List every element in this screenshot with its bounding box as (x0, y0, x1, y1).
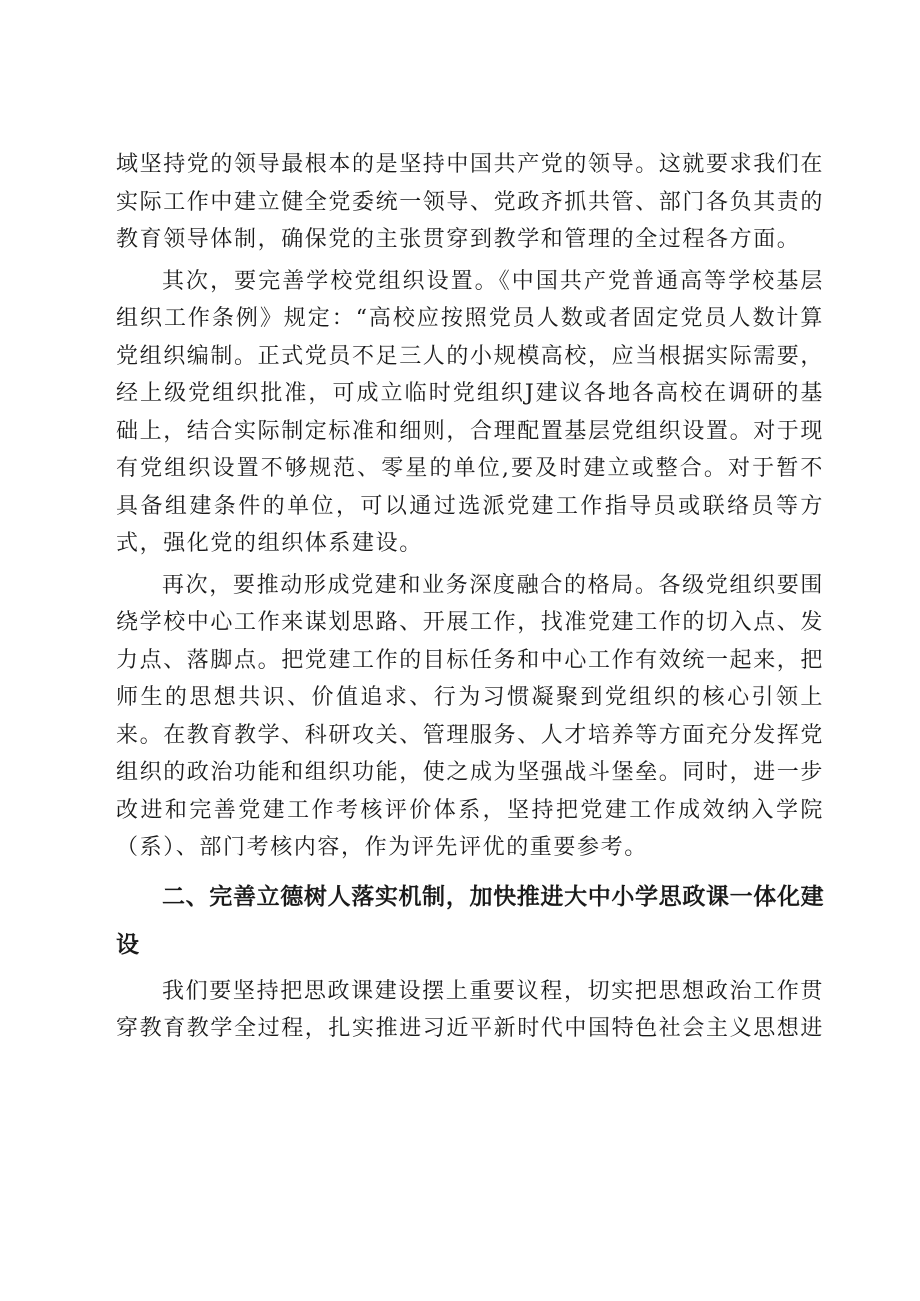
paragraph-party-organization: 其次，要完善学校党组织设置。《中国共产党普通高等学校基层组织工作条例》规定：“高校应按照党员人数或者固定党员人数计算党组织编制。正式党员不足三人的小规模高校，应当根据实际需要，经上级党组织批准，可成立临时党组织J建议各地各高校在调研的基础上，结合实际制定标准和细则，合理配置基层党组织设置。对于现有党组织设置不够规范、零星的单位,要及时建立或整合。对于暂不具备组建条件的单位，可以通过选派党建工作指导员或联络员等方式，强化党的组织体系建设。 (116, 268, 825, 556)
paragraph-continuation: 域坚持党的领导最根本的是坚持中国共产党的领导。这就要求我们在实际工作中建立健全党委统一领导、党政齐抓共管、部门各负其责的教育领导体制，确保党的主张贯穿到教学和管理的全过程各方面。 (116, 152, 825, 252)
paragraph-ideological-course: 我们要坚持把思政课建设摆上重要议程，切实把思想政治工作贯穿教育教学全过程，扎实推进习近平新时代中国特色社会主义思想进 (116, 978, 825, 1041)
document-page (116, 146, 824, 1048)
paragraph-integration: 再次，要推动形成党建和业务深度融合的格局。各级党组织要围绕学校中心工作来谋划思路、开展工作，找准党建工作的切入点、发力点、落脚点。把党建工作的目标任务和中心工作有效统一起来，把师生的思想共识、价值追求、行为习惯凝聚到党组织的核心引领上来。在教育教学、科研攻关、管理服务、人才培养等方面充分发挥党组织的政治功能和组织功能，使之成为坚强战斗堡垒。同时，进一步改进和完善党建工作考核评价体系，坚持把党建工作成效纳入学院（系）、部门考核内容，作为评先评优的重要参考。 (116, 572, 825, 860)
section-heading: 二、完善立德树人落实机制，加快推进大中小学思政课一体化建设 (116, 883, 824, 958)
